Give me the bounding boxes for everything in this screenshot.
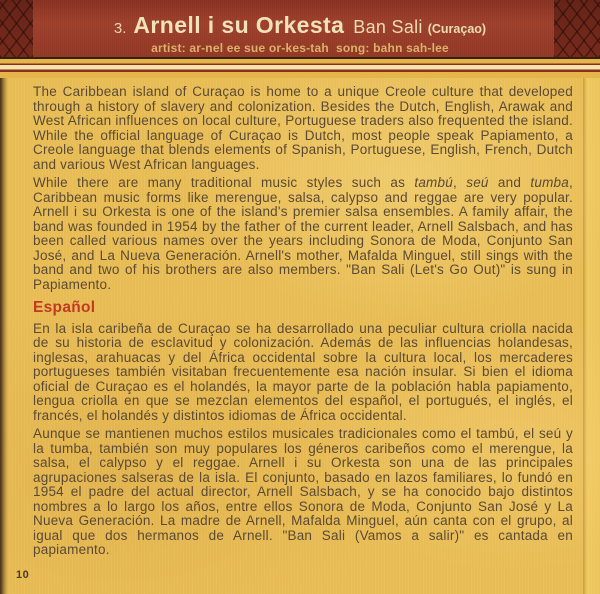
track-number: 3. [113,20,127,37]
track-title-line [60,12,540,42]
pronunciation-guide: artist: ar-nel ee sue or-kes-tah song: bahn sah-lee [151,41,449,55]
crosshatch-pattern-left [0,0,33,57]
spanish-paragraph-2: Aunque se mantienen muchos estilos musicales tradicionales como el tambú, el seú y la tumba, también son muy populares los géneros caribeños como el merengue, la salsa, el calypso y el reggae. Arnell i su Orkesta son una de las principales agrupaciones salseras de la isla. El conjunto, basado en lazos familiares, lo fundó en 1954 el padre del actual director, Arnell Salsbach, y se ha conocido bajo distintos nombres a lo largo los años, entre ellos Sonora de Moda, Conjunto San José y La Nueva Generación. La madre de Arnell, Mafalda Minguel, aún canta con el grupo, al igual que dos hermanos de Arnell. "Ban Sali (Vamos a salir)" es cantada en papiamento. [33,426,573,557]
song-title: Ban Sali [353,17,423,37]
english-paragraph-1: The Caribbean island of Curaçao is home to a unique Creole culture that developed through a history of slavery and colonization. Besides the Dutch, English, Arawak and West African influences on local culture, Portuguese traders also frequented the island. While the official language of Curaçao is Dutch, most people speak Papiamento, a Creole language that blends elements of Spanish, Portuguese, English, French, Dutch and various West African languages. [33,84,573,172]
artist-name: Arnell i su Orkesta [133,12,345,38]
liner-notes-text [33,78,573,558]
country-label: (Curaçao) [427,22,487,36]
track-header [0,0,600,57]
page-left-edge [0,78,8,594]
page-number: 10 [16,569,30,581]
page-right-edge [583,78,600,594]
spanish-section-heading: Español [33,299,96,316]
english-paragraph-2: While there are many traditional music styles such as tambú, seú and tumba, Caribbean music forms like merengue, salsa, calypso and reggae are very popular. Arnell i su Orkesta is one of the island's premier salsa ensembles. A family affair, the band was founded in 1954 by the father of the current leader, Arnell Salsbach, and has been called various names over the years including Sonora de Moda, Conjunto San José, and La Nueva Generación. Arnell's mother, Mafalda Minguel, still sings with the band and two of his brothers are also members. "Ban Sali (Let's Go Out)" is sung in Papiamento. [33,175,573,292]
spanish-paragraph-1: En la isla caribeña de Curaçao se ha desarrollado una peculiar cultura criolla nacida de su historia de esclavitud y colonización. Además de las influencias holandesas, inglesas, arahuacas y del África occidental sobre la cultura local, los mercaderes portugueses también visitaban frecuentemente esa nación insular. Si bien el idioma oficial de Curaçao es el holandés, la mayor parte de la población habla papiamento, lengua criolla en que se mezclan elementos del español, el portugués, el inglés, el francés, el holandés y distintos idiomas de África occidental. [33,320,573,423]
decorative-stripe-border [0,57,600,78]
crosshatch-pattern-right [554,0,600,57]
